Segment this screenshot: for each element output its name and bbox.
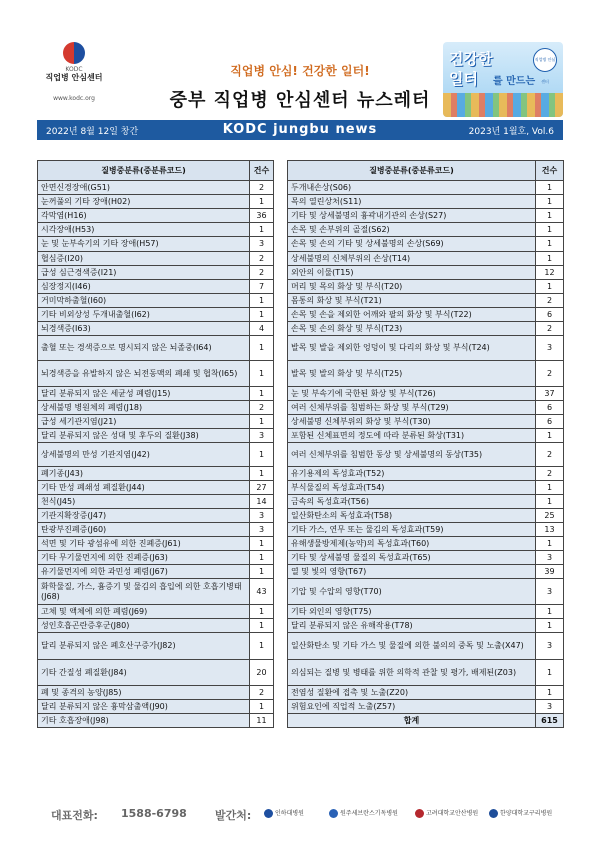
hospital-name: 원주세브란스기독병원 bbox=[340, 810, 398, 817]
table-row bbox=[38, 714, 564, 728]
right-disease-name: 기타 및 상세불명 물질의 독성효과(T65) bbox=[288, 551, 536, 565]
right-disease-name: 여러 신체부위를 침범하는 화상 및 부식(T29) bbox=[288, 401, 536, 415]
kodc-logo bbox=[42, 42, 106, 110]
table-gap bbox=[274, 401, 288, 415]
hospital-name: 인하대병원 bbox=[275, 810, 304, 817]
right-case-count: 2 bbox=[536, 467, 564, 481]
table-gap bbox=[274, 537, 288, 551]
right-disease-name: 위험요인에 직업적 노출(Z57) bbox=[288, 700, 536, 714]
right-disease-name: 머리 및 목의 화상 및 부식(T20) bbox=[288, 280, 536, 294]
right-disease-name: 부식물질의 독성효과(T54) bbox=[288, 481, 536, 495]
right-case-count: 1 bbox=[536, 181, 564, 195]
right-case-count: 1 bbox=[536, 223, 564, 237]
left-disease-name: 탄광부진폐증(J60) bbox=[38, 523, 250, 537]
right-case-count: 25 bbox=[536, 509, 564, 523]
table-row bbox=[38, 509, 564, 523]
table-row bbox=[38, 280, 564, 294]
hospital-logo bbox=[264, 808, 304, 818]
banner-line1: 건강한 bbox=[449, 50, 493, 68]
table-gap bbox=[274, 700, 288, 714]
left-case-count: 1 bbox=[250, 619, 274, 633]
right-case-count: 3 bbox=[536, 579, 564, 605]
table-row bbox=[38, 195, 564, 209]
left-case-count: 2 bbox=[250, 401, 274, 415]
right-disease-name: 상세불명의 신체부위의 손상(T14) bbox=[288, 252, 536, 266]
table-gap bbox=[274, 523, 288, 537]
left-disease-name: 뇌경색증(I63) bbox=[38, 322, 250, 336]
right-case-count: 1 bbox=[536, 660, 564, 686]
left-case-count: 11 bbox=[250, 714, 274, 728]
table-gap bbox=[274, 633, 288, 660]
table-gap bbox=[274, 308, 288, 322]
table-header-row bbox=[38, 161, 564, 181]
right-disease-name: 발목 및 발을 제외한 엉덩이 및 다리의 화상 및 부식(T24) bbox=[288, 336, 536, 361]
founded-date: 2022년 8월 12일 창간 bbox=[46, 127, 139, 137]
table-gap bbox=[274, 509, 288, 523]
right-disease-name: 목의 열린상처(S11) bbox=[288, 195, 536, 209]
left-disease-name: 기타 간질성 폐질환(J84) bbox=[38, 660, 250, 686]
left-disease-name: 석면 및 기타 광섬유에 의한 진폐증(J61) bbox=[38, 537, 250, 551]
table-row bbox=[38, 551, 564, 565]
table-gap bbox=[274, 605, 288, 619]
hospital-name: 한양대학교구리병원 bbox=[500, 810, 553, 817]
table-gap bbox=[274, 565, 288, 579]
hospital-emblem-icon bbox=[264, 809, 273, 818]
table-gap bbox=[274, 429, 288, 443]
logo-url: www.kodc.org bbox=[53, 95, 95, 102]
table-gap bbox=[274, 209, 288, 223]
left-case-count: 1 bbox=[250, 415, 274, 429]
left-disease-name: 심장정지(I46) bbox=[38, 280, 250, 294]
table-row bbox=[38, 467, 564, 481]
right-case-count: 6 bbox=[536, 415, 564, 429]
right-case-count: 39 bbox=[536, 565, 564, 579]
right-case-count: 1 bbox=[536, 686, 564, 700]
right-disease-name: 발목 및 발의 화상 및 부식(T25) bbox=[288, 361, 536, 387]
left-disease-name: 달리 분류되지 않은 세균성 폐렴(J15) bbox=[38, 387, 250, 401]
left-disease-name: 달리 분류되지 않은 폐호산구증가(J82) bbox=[38, 633, 250, 660]
left-disease-name: 달리 분류되지 않은 흉막삼출액(J90) bbox=[38, 700, 250, 714]
table-row bbox=[38, 537, 564, 551]
right-case-count: 6 bbox=[536, 401, 564, 415]
right-case-count: 1 bbox=[536, 605, 564, 619]
left-case-count: 3 bbox=[250, 429, 274, 443]
left-disease-name: 폐 및 종격의 농양(J85) bbox=[38, 686, 250, 700]
right-case-count: 13 bbox=[536, 523, 564, 537]
right-case-count: 1 bbox=[536, 537, 564, 551]
table-gap bbox=[274, 223, 288, 237]
issue-band bbox=[37, 120, 563, 140]
table-gap bbox=[274, 551, 288, 565]
left-case-count: 3 bbox=[250, 509, 274, 523]
left-disease-name: 각막염(H16) bbox=[38, 209, 250, 223]
left-case-count: 1 bbox=[250, 294, 274, 308]
left-case-count: 1 bbox=[250, 537, 274, 551]
right-disease-name: 상세불명 신체부위의 화상 및 부식(T30) bbox=[288, 415, 536, 429]
left-disease-name: 거미막하출혈(I60) bbox=[38, 294, 250, 308]
table-row bbox=[38, 401, 564, 415]
left-case-count: 3 bbox=[250, 237, 274, 252]
left-disease-name: 성인호흡곤란증후군(J80) bbox=[38, 619, 250, 633]
table-gap bbox=[274, 481, 288, 495]
right-disease-name: 유기용제의 독성효과(T52) bbox=[288, 467, 536, 481]
table-row bbox=[38, 336, 564, 361]
header bbox=[0, 0, 600, 118]
newsletter-english-name: KODC jungbu news bbox=[222, 122, 378, 137]
right-disease-name: 유해생물방제제(농약)의 독성효과(T60) bbox=[288, 537, 536, 551]
right-case-count: 1 bbox=[536, 280, 564, 294]
header-right-name: 질병중분류(중분류코드) bbox=[288, 161, 536, 181]
right-disease-name: 일산화탄소의 독성효과(T58) bbox=[288, 509, 536, 523]
left-disease-name: 고체 및 액체에 의한 폐렴(J69) bbox=[38, 605, 250, 619]
hospital-emblem-icon bbox=[329, 809, 338, 818]
table-row bbox=[38, 660, 564, 686]
left-case-count: 1 bbox=[250, 467, 274, 481]
total-label: 합계 bbox=[288, 714, 536, 728]
hospital-logo bbox=[415, 808, 478, 818]
left-case-count: 1 bbox=[250, 361, 274, 387]
kodc-emblem-icon bbox=[63, 42, 85, 64]
left-disease-name: 천식(J45) bbox=[38, 495, 250, 509]
table-row bbox=[38, 266, 564, 280]
left-case-count: 7 bbox=[250, 280, 274, 294]
logo-kodc-text: KODC bbox=[65, 66, 83, 73]
table-gap bbox=[274, 495, 288, 509]
left-disease-name: 뇌경색증을 유발하지 않은 뇌전동맥의 폐쇄 및 협착(I65) bbox=[38, 361, 250, 387]
table-row bbox=[38, 237, 564, 252]
header-left-count: 건수 bbox=[250, 161, 274, 181]
table-gap bbox=[274, 714, 288, 728]
table-gap bbox=[274, 467, 288, 481]
right-case-count: 2 bbox=[536, 361, 564, 387]
right-disease-name: 기타 가스, 연무 또는 물김의 독성효과(T59) bbox=[288, 523, 536, 537]
left-disease-name: 유기물먼지에 의한 과민성 폐렴(J67) bbox=[38, 565, 250, 579]
table-row bbox=[38, 495, 564, 509]
table-row bbox=[38, 252, 564, 266]
table-row bbox=[38, 429, 564, 443]
right-disease-name: 외안의 이물(T15) bbox=[288, 266, 536, 280]
left-case-count: 20 bbox=[250, 660, 274, 686]
right-case-count: 3 bbox=[536, 700, 564, 714]
left-disease-name: 기타 비외상성 두개내출혈(I62) bbox=[38, 308, 250, 322]
table-row bbox=[38, 443, 564, 467]
right-disease-name: 기타 외인의 영향(T75) bbox=[288, 605, 536, 619]
table-gap bbox=[274, 252, 288, 266]
left-case-count: 27 bbox=[250, 481, 274, 495]
table-row bbox=[38, 565, 564, 579]
table-row bbox=[38, 481, 564, 495]
right-case-count: 2 bbox=[536, 322, 564, 336]
right-case-count: 1 bbox=[536, 195, 564, 209]
left-case-count: 43 bbox=[250, 579, 274, 605]
right-case-count: 1 bbox=[536, 237, 564, 252]
table-row bbox=[38, 294, 564, 308]
left-disease-name: 기타 호흡장애(J98) bbox=[38, 714, 250, 728]
right-case-count: 2 bbox=[536, 443, 564, 467]
hospital-logo bbox=[489, 808, 552, 818]
left-case-count: 1 bbox=[250, 565, 274, 579]
hospital-name: 고려대학교안산병원 bbox=[426, 810, 479, 817]
table-gap bbox=[274, 322, 288, 336]
hospital-emblem-icon bbox=[489, 809, 498, 818]
right-disease-name: 기타 및 상세불명의 흉곽내기관의 손상(S27) bbox=[288, 209, 536, 223]
left-disease-name: 상세불명 병원체의 폐렴(J18) bbox=[38, 401, 250, 415]
left-disease-name: 눈 및 눈부속기의 기타 장애(H57) bbox=[38, 237, 250, 252]
right-disease-name: 손목 및 손을 제외한 어깨와 팔의 화상 및 부식(T22) bbox=[288, 308, 536, 322]
table-row bbox=[38, 223, 564, 237]
left-case-count: 36 bbox=[250, 209, 274, 223]
right-disease-name: 손목 및 손의 기타 및 상세불명의 손상(S69) bbox=[288, 237, 536, 252]
phone-label: 대표전화: bbox=[51, 809, 98, 822]
table-row bbox=[38, 605, 564, 619]
left-case-count: 1 bbox=[250, 551, 274, 565]
table-gap bbox=[274, 336, 288, 361]
publisher-label: 발간처: bbox=[215, 809, 252, 822]
header-right-count: 건수 bbox=[536, 161, 564, 181]
right-case-count: 1 bbox=[536, 429, 564, 443]
right-disease-name: 기압 및 수압의 영향(T70) bbox=[288, 579, 536, 605]
right-disease-name: 포함된 신체표면의 정도에 따라 분류된 화상(T31) bbox=[288, 429, 536, 443]
logo-center-name: 직업병 안심센터 bbox=[45, 73, 103, 82]
left-case-count: 1 bbox=[250, 195, 274, 209]
left-disease-name: 급성 심근경색증(I21) bbox=[38, 266, 250, 280]
right-disease-name: 손목 및 손의 화상 및 부식(T23) bbox=[288, 322, 536, 336]
left-disease-name: 기관지확장증(J47) bbox=[38, 509, 250, 523]
right-case-count: 2 bbox=[536, 294, 564, 308]
right-case-count: 12 bbox=[536, 266, 564, 280]
left-case-count: 1 bbox=[250, 605, 274, 619]
total-count: 615 bbox=[536, 714, 564, 728]
table-gap bbox=[274, 280, 288, 294]
left-case-count: 2 bbox=[250, 686, 274, 700]
left-disease-name: 급성 세기관지염(J21) bbox=[38, 415, 250, 429]
table-gap bbox=[274, 443, 288, 467]
table-gap bbox=[274, 579, 288, 605]
table-gap bbox=[274, 195, 288, 209]
right-case-count: 1 bbox=[536, 481, 564, 495]
right-case-count: 1 bbox=[536, 252, 564, 266]
left-case-count: 2 bbox=[250, 181, 274, 195]
right-case-count: 6 bbox=[536, 308, 564, 322]
hospital-emblem-icon bbox=[415, 809, 424, 818]
left-disease-name: 눈꺼풀의 기타 장애(H02) bbox=[38, 195, 250, 209]
right-case-count: 3 bbox=[536, 633, 564, 660]
table-row bbox=[38, 700, 564, 714]
table-row bbox=[38, 415, 564, 429]
left-case-count: 1 bbox=[250, 387, 274, 401]
table-row bbox=[38, 579, 564, 605]
hospital-logo bbox=[329, 808, 398, 818]
right-disease-name: 금속의 독성효과(T56) bbox=[288, 495, 536, 509]
table-gap bbox=[274, 266, 288, 280]
campaign-banner bbox=[443, 42, 563, 117]
left-case-count: 3 bbox=[250, 523, 274, 537]
table-gap bbox=[274, 237, 288, 252]
right-disease-name: 의심되는 질병 및 병태를 위한 의학적 관찰 및 평가, 배제된(Z03) bbox=[288, 660, 536, 686]
people-illustration-icon bbox=[443, 93, 563, 117]
table-row bbox=[38, 308, 564, 322]
table-row bbox=[38, 322, 564, 336]
banner-badge: 직업병 안심센터 bbox=[533, 48, 557, 72]
table-row bbox=[38, 633, 564, 660]
right-disease-name: 손목 및 손부위의 골절(S62) bbox=[288, 223, 536, 237]
left-disease-name: 시각장애(H53) bbox=[38, 223, 250, 237]
table-gap bbox=[274, 361, 288, 387]
right-disease-name: 열 및 빛의 영향(T67) bbox=[288, 565, 536, 579]
table-row bbox=[38, 209, 564, 223]
right-disease-name: 달리 분류되지 않은 유해작용(T78) bbox=[288, 619, 536, 633]
right-disease-name: 여러 신체부위를 침범한 동상 및 상세불명의 동상(T35) bbox=[288, 443, 536, 467]
issue-number: 2023년 1월호, Vol.6 bbox=[468, 127, 554, 137]
disease-table bbox=[37, 160, 564, 728]
header-left-name: 질병중분류(중분류코드) bbox=[38, 161, 250, 181]
right-disease-name: 눈 및 부속기에 국한된 화상 및 부식(T26) bbox=[288, 387, 536, 401]
banner-line2: 일터 bbox=[449, 70, 478, 88]
left-case-count: 1 bbox=[250, 336, 274, 361]
right-case-count: 1 bbox=[536, 619, 564, 633]
left-disease-name: 화학물질, 가스, 흄증기 및 물김의 흡입에 의한 호흡기병태(J68) bbox=[38, 579, 250, 605]
right-case-count: 37 bbox=[536, 387, 564, 401]
left-disease-name: 상세불명의 만성 기관지염(J42) bbox=[38, 443, 250, 467]
left-disease-name: 기타 무기물먼지에 의한 진폐증(J63) bbox=[38, 551, 250, 565]
right-case-count: 1 bbox=[536, 495, 564, 509]
left-case-count: 1 bbox=[250, 633, 274, 660]
newsletter-title: 중부 직업병 안심센터 뉴스레터 bbox=[169, 90, 431, 111]
right-disease-name: 두개내손상(S06) bbox=[288, 181, 536, 195]
left-case-count: 14 bbox=[250, 495, 274, 509]
right-disease-name: 몸통의 화상 및 부식(T21) bbox=[288, 294, 536, 308]
phone-number: 1588-6798 bbox=[121, 807, 187, 820]
left-disease-name: 폐기종(J43) bbox=[38, 467, 250, 481]
left-case-count: 2 bbox=[250, 252, 274, 266]
table-row bbox=[38, 523, 564, 537]
left-disease-name: 출혈 또는 경색증으로 명시되지 않은 뇌졸중(I64) bbox=[38, 336, 250, 361]
left-case-count: 1 bbox=[250, 700, 274, 714]
table-gap bbox=[274, 294, 288, 308]
right-case-count: 3 bbox=[536, 551, 564, 565]
right-case-count: 1 bbox=[536, 209, 564, 223]
table-row bbox=[38, 387, 564, 401]
table-gap bbox=[274, 619, 288, 633]
right-disease-name: 전염성 질환에 접촉 및 노출(Z20) bbox=[288, 686, 536, 700]
table-gap bbox=[274, 415, 288, 429]
left-case-count: 1 bbox=[250, 443, 274, 467]
left-case-count: 1 bbox=[250, 223, 274, 237]
left-disease-name: 협심증(I20) bbox=[38, 252, 250, 266]
tagline: 직업병 안심! 건강한 일터! bbox=[230, 64, 370, 78]
table-row bbox=[38, 686, 564, 700]
table-row bbox=[38, 181, 564, 195]
left-disease-name: 달리 분류되지 않은 성대 및 후두의 질환(J38) bbox=[38, 429, 250, 443]
left-case-count: 4 bbox=[250, 322, 274, 336]
right-disease-name: 일산화탄소 및 기타 가스 및 물질에 의한 불의의 중독 및 노출(X47) bbox=[288, 633, 536, 660]
banner-line3: 를 만드는 bbox=[493, 76, 536, 87]
table-row bbox=[38, 619, 564, 633]
table-gap bbox=[274, 161, 288, 181]
table-gap bbox=[274, 181, 288, 195]
left-case-count: 1 bbox=[250, 308, 274, 322]
right-case-count: 3 bbox=[536, 336, 564, 361]
table-gap bbox=[274, 686, 288, 700]
left-disease-name: 기타 만성 폐쇄성 폐질환(J44) bbox=[38, 481, 250, 495]
table-gap bbox=[274, 660, 288, 686]
table-row bbox=[38, 361, 564, 387]
left-case-count: 2 bbox=[250, 266, 274, 280]
left-disease-name: 안면신경장애(G51) bbox=[38, 181, 250, 195]
table-gap bbox=[274, 387, 288, 401]
footer bbox=[37, 800, 563, 828]
